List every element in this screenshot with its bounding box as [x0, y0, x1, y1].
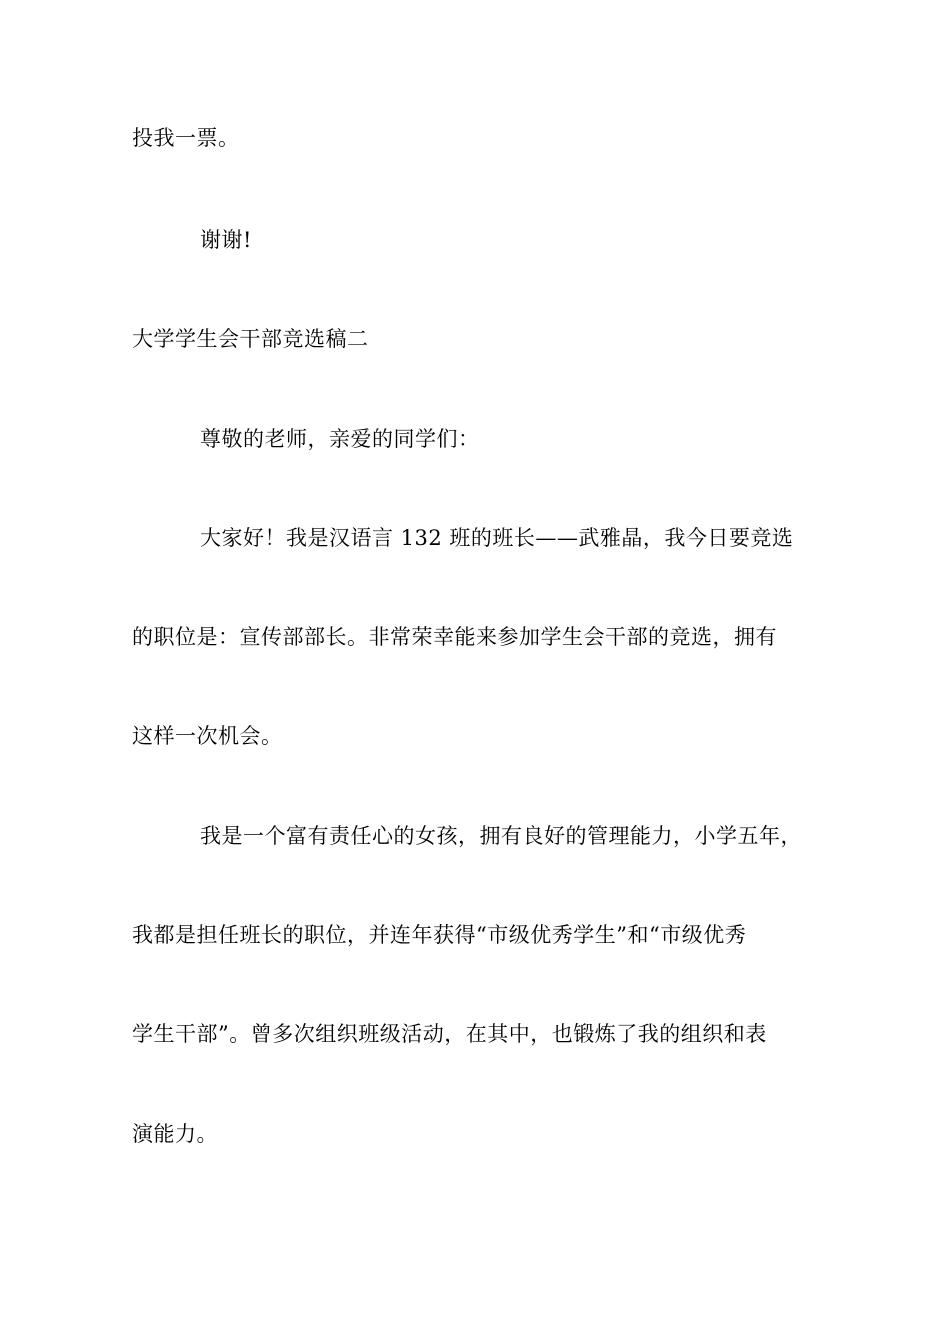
text-line-7: 这样一次机会。 — [132, 724, 283, 748]
text-line-6: 的职位是：宣传部部长。非常荣幸能来参加学生会干部的竞选，拥有 — [132, 625, 777, 649]
section-title: 大学学生会干部竞选稿二 — [132, 327, 369, 351]
text-line-salutation: 尊敬的老师，亲爱的同学们： — [200, 427, 480, 451]
text-line-9: 我都是担任班长的职位，并连年获得“市级优秀学生”和“市级优秀 — [132, 923, 747, 947]
text-line-11: 演能力。 — [132, 1122, 218, 1146]
text-line-5: 大家好！我是汉语言 132 班的班长——武雅晶，我今日要竞选 — [200, 526, 794, 550]
text-line-10: 学生干部”。曾多次组织班级活动，在其中，也锻炼了我的组织和表 — [132, 1022, 767, 1046]
text-line-1: 投我一票。 — [132, 126, 240, 150]
text-line-8: 我是一个富有责任心的女孩，拥有良好的管理能力，小学五年， — [200, 824, 802, 848]
text-line-2: 谢谢! — [200, 228, 252, 252]
